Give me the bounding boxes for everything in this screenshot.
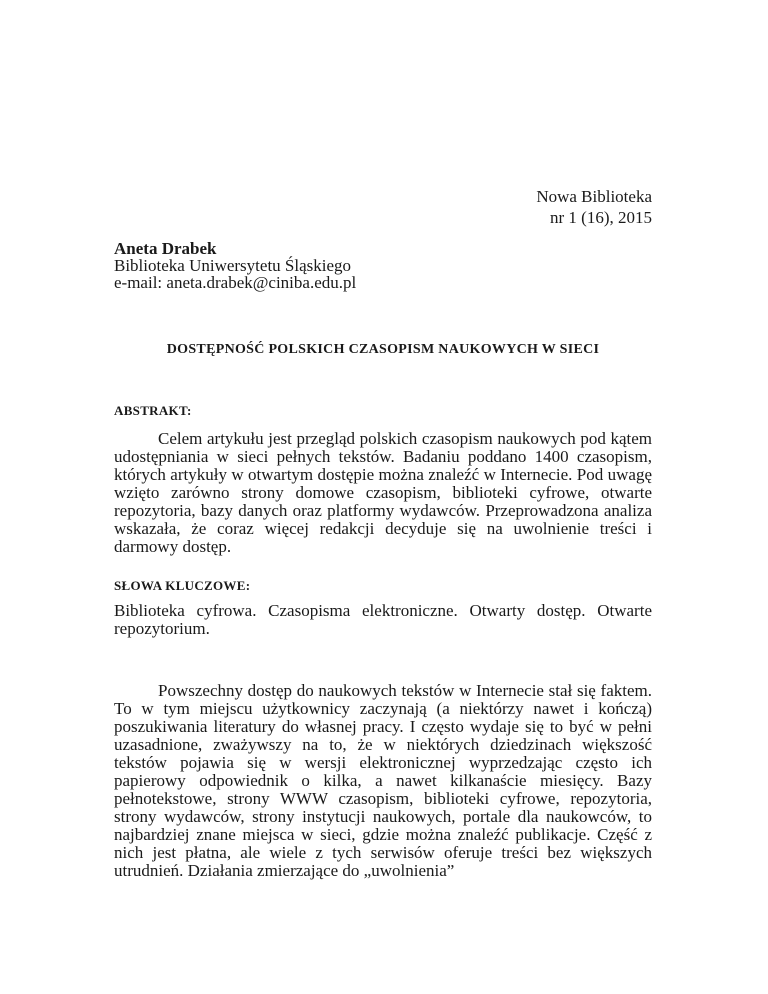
author-email: e-mail: aneta.drabek@ciniba.edu.pl xyxy=(114,273,357,292)
author-block xyxy=(114,240,356,291)
journal-name: Nowa Biblioteka xyxy=(536,187,652,206)
body-paragraph: Powszechny dostęp do naukowych tekstów w Internecie stał się faktem. To w tym miejscu użytkownicy zaczynają (a niektórzy nawet i kończą) poszukiwania literatury do własnej pracy. I często wydaje się to być w pełni uzasadnione, zważywszy na to, że w niektórych dziedzinach większość tekstów pojawia się w wersji elektronicznej wyprzedzając często ich papierowy odpowiednik o kilka, a nawet kilkanaście miesięcy. Bazy pełnotekstowe, strony WWW czasopism, biblioteki cyfrowe, repozytoria, strony wydawców, strony instytucji naukowych, portale dla naukowców, to najbardziej znane miejsca w sieci, gdzie można znaleźć publikacje. Część z nich jest płatna, ale wiele z tych serwisów oferuje treści bez większych utrudnień. Działania zmierzające do „uwolnienia” xyxy=(114,681,652,880)
author-affiliation: Biblioteka Uniwersytetu Śląskiego xyxy=(114,256,352,275)
keywords-text: Biblioteka cyfrowa. Czasopisma elektroniczne. Otwarty dostęp. Otwarte repozytorium. xyxy=(114,601,652,638)
journal-issue: nr 1 (16), 2015 xyxy=(550,208,652,227)
article-title: DOSTĘPNOŚĆ POLSKICH CZASOPISM NAUKOWYCH W SIECI xyxy=(166,342,600,357)
journal-header xyxy=(536,186,652,228)
author-name: Aneta Drabek xyxy=(114,239,217,258)
abstract-heading: ABSTRAKT: xyxy=(114,403,192,418)
keywords-heading: SŁOWA KLUCZOWE: xyxy=(114,578,251,593)
abstract-text: Celem artykułu jest przegląd polskich czasopism naukowych pod kątem udostępniania w sieci pełnych tekstów. Badaniu poddano 1400 czasopism, których artykuły w otwartym dostępie można znaleźć w Internecie. Pod uwagę wzięto zarówno strony domowe czasopism, biblioteki cyfrowe, otwarte repozytoria, bazy danych oraz platformy wydawców. Przeprowadzona analiza wskazała, że coraz więcej redakcji decyduje się na uwolnienie treści i darmowy dostęp. xyxy=(114,429,652,556)
